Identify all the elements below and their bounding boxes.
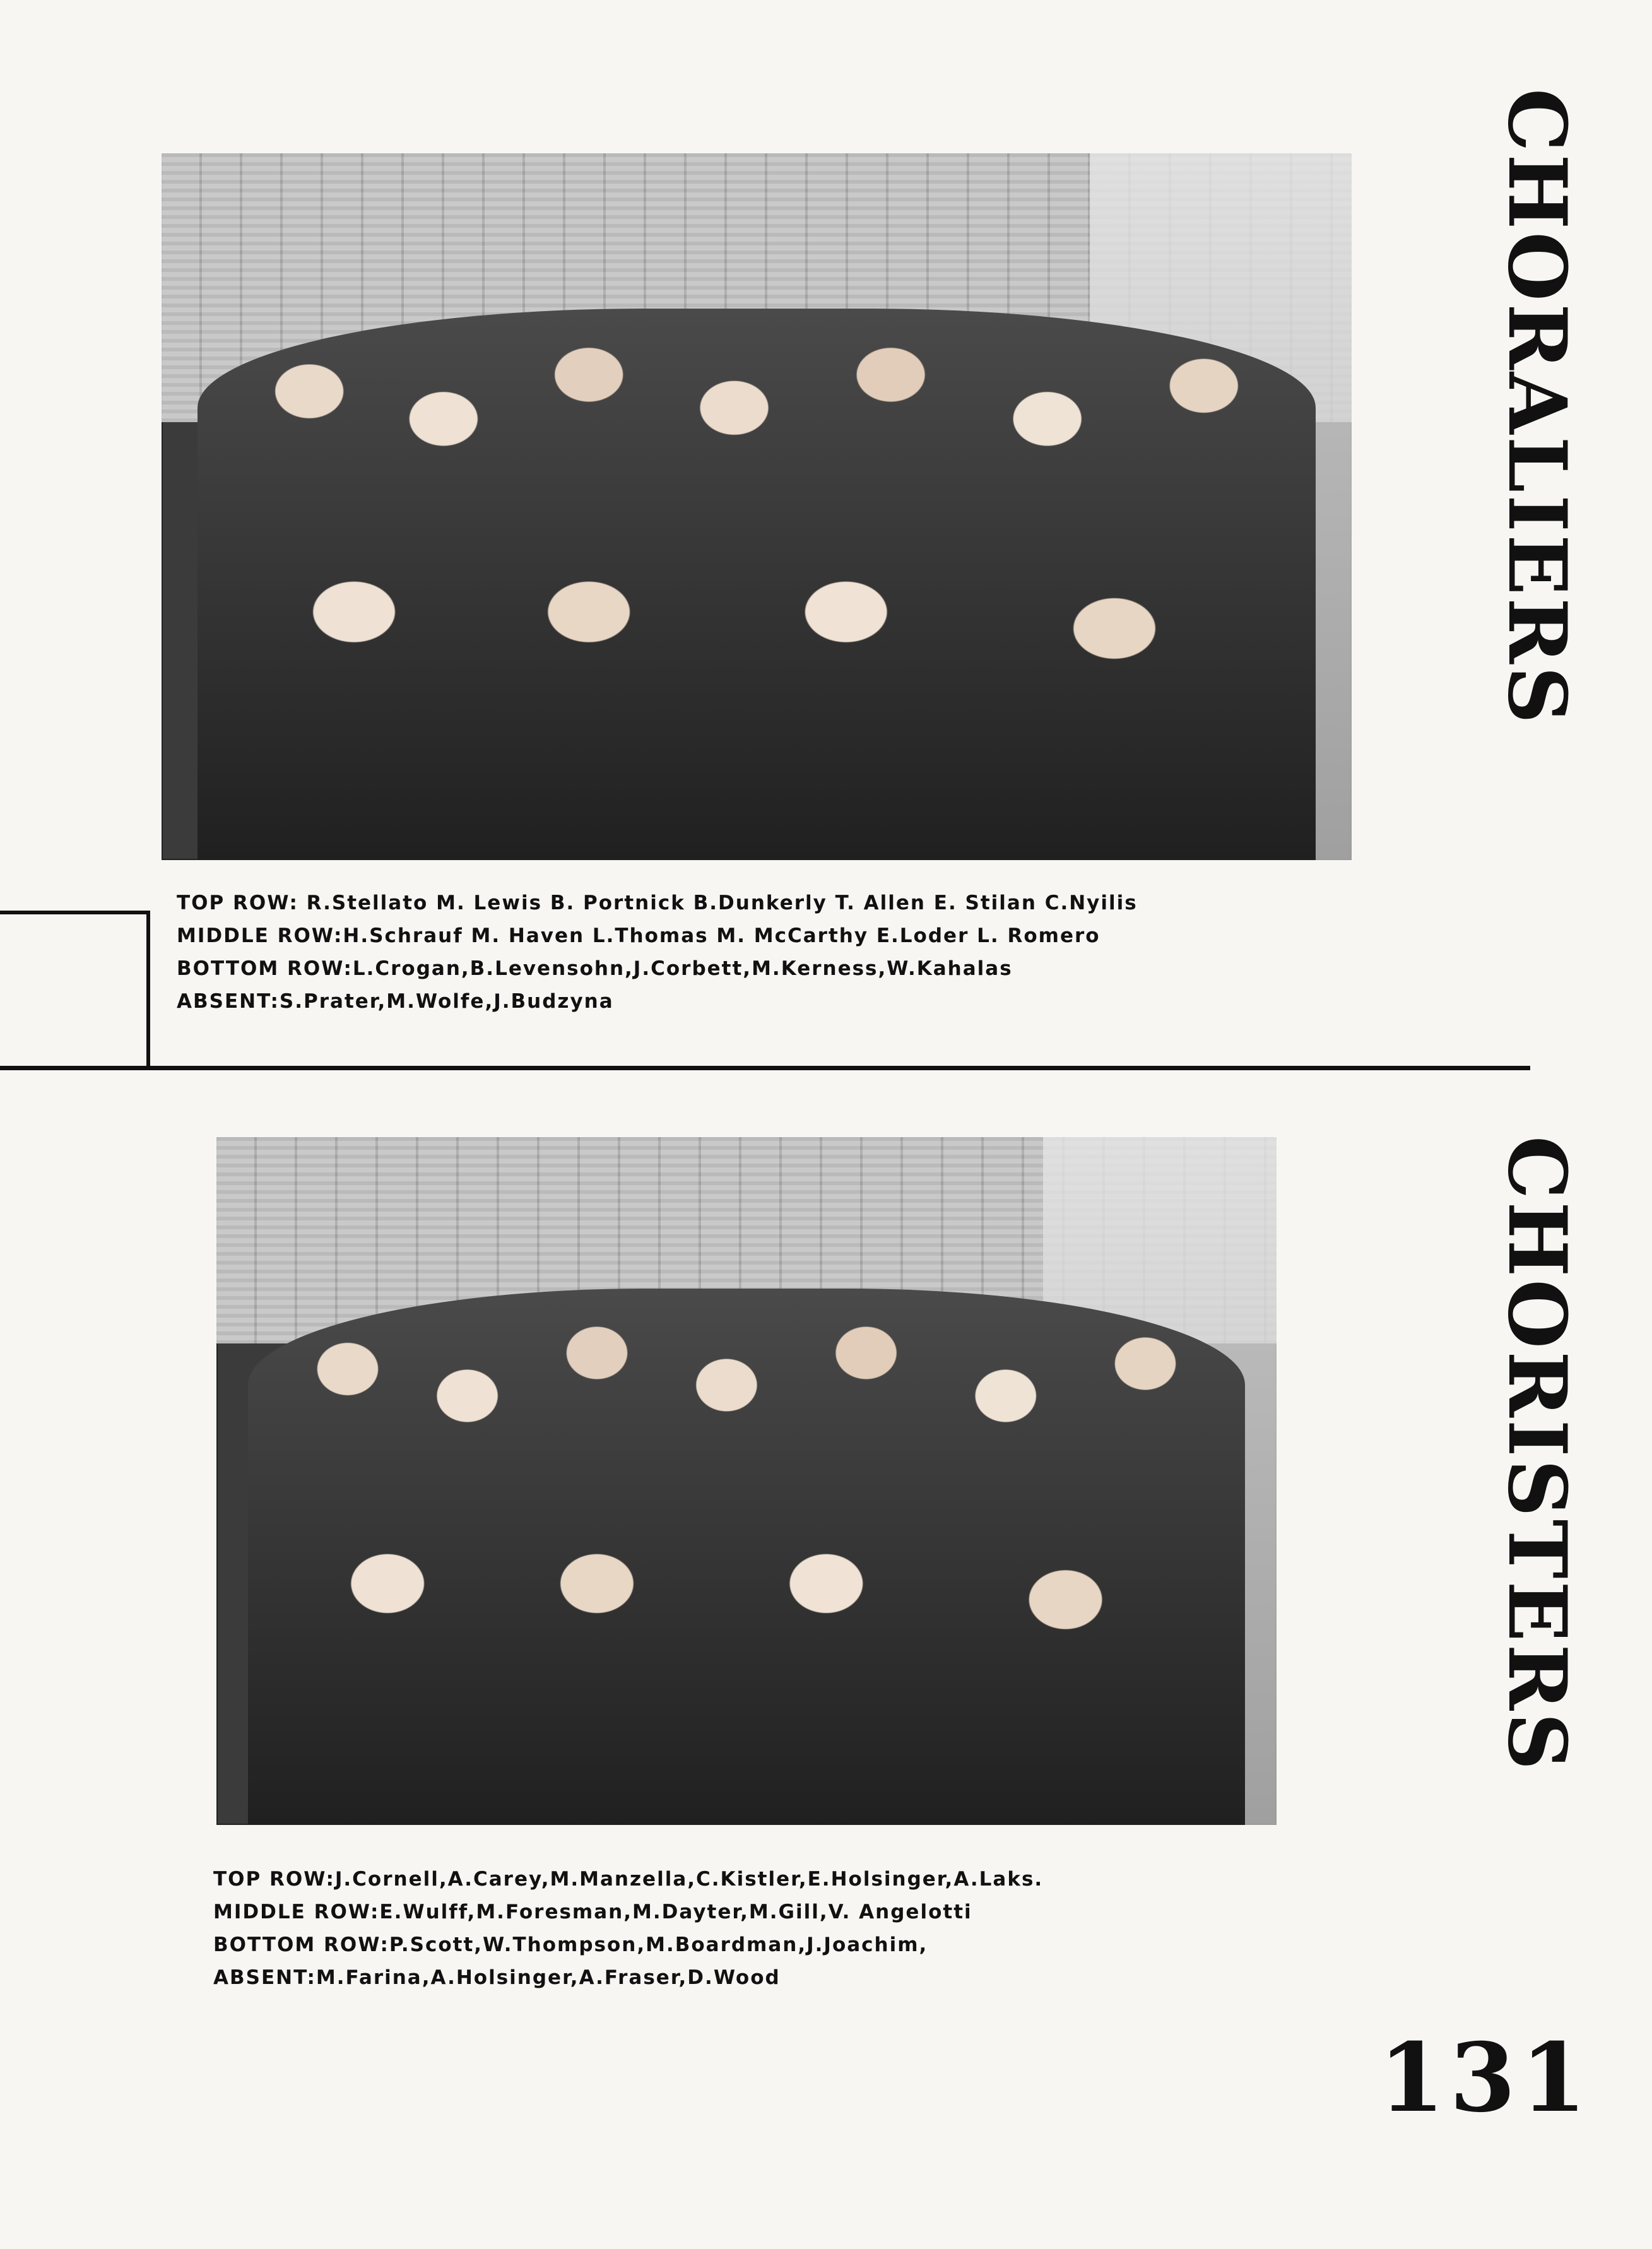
choraliers-title: CHORALIERS: [1490, 88, 1584, 726]
page-number: 131: [1379, 2022, 1592, 2134]
choraliers-caption: [177, 887, 1138, 1018]
choraliers-members: [198, 309, 1316, 860]
caption-line-bottom-row: BOTTOM ROW:L.Crogan,B.Levensohn,J.Corbett,M.Kerness,W.Kahalas: [177, 957, 1013, 980]
choristers-members: [248, 1289, 1244, 1825]
choristers-title: CHORISTERS: [1490, 1136, 1584, 1773]
caption-line-absent: ABSENT:M.Farina,A.Holsinger,A.Fraser,D.Wood: [213, 1966, 781, 1989]
choraliers-group-photo: [162, 153, 1352, 860]
caption-line-top-row: TOP ROW: R.Stellato M. Lewis B. Portnick B.Dunkerly T. Allen E. Stilan C.Nyilis: [177, 892, 1138, 914]
caption-line-top-row: TOP ROW:J.Cornell,A.Carey,M.Manzella,C.Kistler,E.Holsinger,A.Laks.: [213, 1868, 1044, 1891]
caption-line-absent: ABSENT:S.Prater,M.Wolfe,J.Budzyna: [177, 990, 614, 1013]
section-divider-rule: [0, 1066, 1530, 1070]
caption-line-middle-row: MIDDLE ROW:H.Schrauf M. Haven L.Thomas M. McCarthy E.Loder L. Romero: [177, 924, 1100, 947]
box-top-rule: [0, 911, 150, 914]
box-right-rule: [146, 911, 150, 1070]
caption-line-middle-row: MIDDLE ROW:E.Wulff,M.Foresman,M.Dayter,M.Gill,V. Angelotti: [213, 1901, 972, 1923]
choristers-caption: [213, 1863, 1043, 1994]
caption-line-bottom-row: BOTTOM ROW:P.Scott,W.Thompson,M.Boardman,J.Joachim,: [213, 1933, 928, 1956]
choristers-group-photo: [216, 1137, 1277, 1825]
